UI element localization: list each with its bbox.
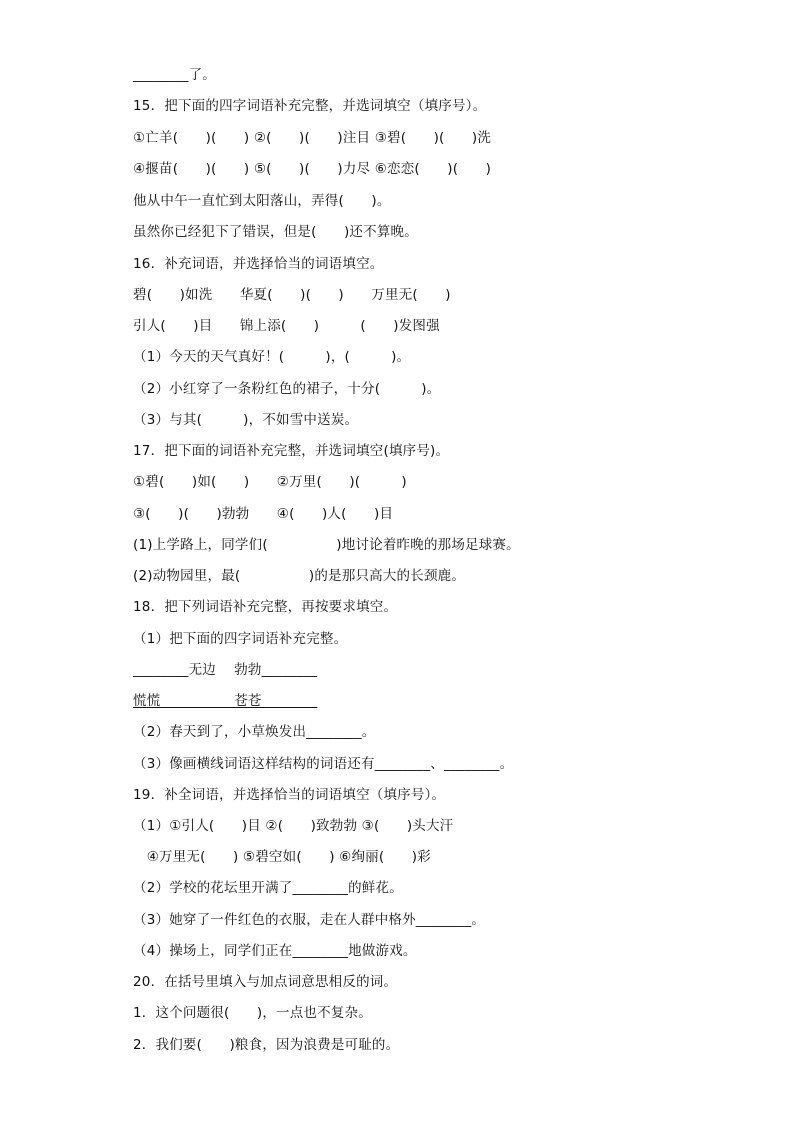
text-line: （2）学校的花坛里开满了________的鲜花。 — [133, 880, 403, 896]
text-line: （1）今天的天气真好！( )，( )。 — [133, 349, 411, 365]
text-line: 2．我们要( )粮食，因为浪费是可耻的。 — [133, 1037, 400, 1053]
text-line: （1）①引人( )目 ②( )致勃勃 ③( )头大汗 — [133, 818, 454, 834]
underlined-words-line: 慌慌________ 苍苍________ — [133, 693, 318, 709]
text-line: （3）她穿了一件红色的衣服，走在人群中格外________。 — [133, 912, 486, 928]
text-line: 1．这个问题很( )，一点也不复杂。 — [133, 1005, 372, 1021]
text-line: ④揠苗( )( ) ⑤( )( )力尽 ⑥恋恋( )( ) — [133, 161, 492, 177]
question-17-title: 17．把下面的词语补充完整，并选词填空(填序号)。 — [133, 443, 450, 459]
question-15-title: 15．把下面的四字词语补充完整，并选词填空（填序号）。 — [133, 98, 487, 114]
text-line: (2)动物园里，最( )的是那只高大的长颈鹿。 — [133, 568, 466, 584]
text-line: 引人( )目 锦上添( ) ( )发图强 — [133, 318, 440, 334]
text-line: 他从中午一直忙到太阳落山，弄得( )。 — [133, 193, 391, 209]
question-20-title: 20．在括号里填入与加点词意思相反的词。 — [133, 974, 398, 990]
text-line: （3）与其( )，不如雪中送炭。 — [133, 412, 359, 428]
text-line: （2）小红穿了一条粉红色的裙子，十分( )。 — [133, 381, 441, 397]
text-line: （4）操场上，同学们正在________地做游戏。 — [133, 943, 417, 959]
text-line: ①碧( )如( ) ②万里( )( ) — [133, 474, 407, 490]
text-line: ④万里无( ) ⑤碧空如( ) ⑥绚丽( )彩 — [133, 849, 431, 865]
text-line: ①亡羊( )( ) ②( )( )注目 ③碧( )( )洗 — [133, 130, 492, 146]
text-line: ________无边 勃勃________ — [133, 662, 318, 678]
text-line: 碧( )如洗 华夏( )( ) 万里无( ) — [133, 287, 451, 303]
text-line: （1）把下面的四字词语补充完整。 — [133, 631, 348, 647]
text-line: (1)上学路上，同学们( )地讨论着昨晚的那场足球赛。 — [133, 537, 520, 553]
question-18-title: 18．把下列词语补充完整，再按要求填空。 — [133, 599, 398, 615]
question-16-title: 16．补充词语，并选择恰当的词语填空。 — [133, 256, 384, 272]
text-line: ________了。 — [133, 67, 216, 83]
question-19-title: 19．补全词语，并选择恰当的词语填空（填序号）。 — [133, 787, 446, 803]
text-line: ③( )( )勃勃 ④( )人( )目 — [133, 506, 394, 522]
text-line: （3）像画横线词语这样结构的词语还有________、________。 — [133, 756, 514, 772]
text-line: （2）春天到了，小草焕发出________。 — [133, 724, 376, 740]
text-line: 虽然你已经犯下了错误，但是( )还不算晚。 — [133, 224, 418, 240]
